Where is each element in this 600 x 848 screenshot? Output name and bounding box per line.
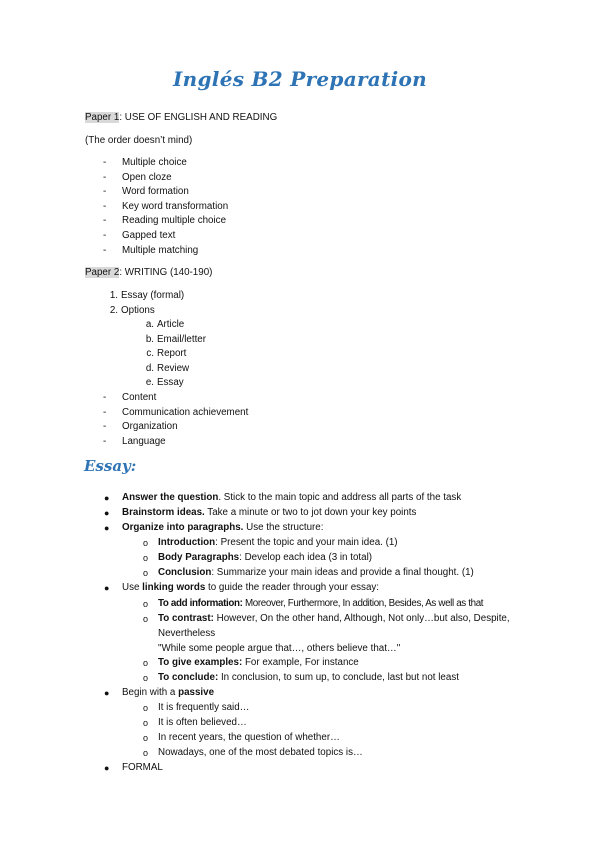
paper1-note: (The order doesn’t mind) (85, 135, 193, 146)
paper1-rest: : USE OF ENGLISH AND READING (119, 112, 278, 123)
passive-example-text: In recent years, the question of whether… (158, 732, 340, 743)
circle-marker: o (143, 733, 149, 743)
list-item-text: Word formation (122, 186, 189, 198)
list-item-text: Multiple matching (122, 244, 199, 256)
paper2-label: Paper 2 (85, 267, 120, 278)
letter-marker: d. (145, 362, 154, 374)
dash-marker: - (103, 435, 107, 447)
criteria-item-text: Communication achievement (122, 406, 249, 418)
bold-text: Brainstorm ideas. (122, 507, 205, 518)
criteria-item-text: Content (122, 392, 157, 403)
letter-marker: b. (145, 333, 154, 345)
document-page: Inglés B2 Preparation Paper 1: USE OF ENGLISH AND READING (The order doesn’t mind) - Multiple choice - Open cloze - Word formation - Key word transformation - Reading multiple choice - Gapped text - Multiple matching Paper 2: WRITING (140-190) 1. Essay (formal) 2. Options a. Article b. Email/letter c. Report d. Review e. Essay - Content - Communication achievement - Organization - Language Essay: ● Answer the question. Stick to the main topic and address all parts of the task ● Brainstorm ideas. Take a minute or two to jot down your key points ● Organize into paragraphs. Use the structure: o Introduction: Present the topic and your main idea. (1) o Body Paragraphs: Develop each idea (3 in total) o Conclusion: Summarize your main ideas and provide a final thought. (1) ● Use linking words to guide the reader through your essay: o To add information: Moreover, Furthermore, In addition, Besides, As well as that o To contrast: However, On the other hand, Although, Not only…but also, Despite, Nevertheless "While some people argue that…, others believe that…" o To give examples: For example, For instance o To conclude: In conclusion, to sum up, to conclude, last but not least ● Begin with a passive o It is frequently said… o It is often believed… o In recent years, the question of whether… o Nowadays, one of the most debated topics is… ● FORMAL (0, 0, 600, 848)
list-item-text: Gapped text (122, 230, 176, 241)
number-marker: 1. (109, 290, 118, 301)
bullet-marker: ● (104, 493, 110, 503)
bullet-marker: ● (104, 688, 110, 698)
essay-heading: Essay: (84, 457, 137, 475)
letter-marker: c. (146, 348, 154, 360)
option-item-text: Article (157, 319, 185, 330)
passive-example-text: It is often believed… (158, 717, 247, 728)
letter-marker: e. (145, 377, 154, 389)
paper1-label: Paper 1 (85, 112, 120, 123)
circle-marker: o (143, 748, 149, 758)
bullet-marker: ● (104, 583, 110, 593)
dash-marker: - (103, 215, 107, 227)
option-item-text: Report (157, 348, 187, 360)
criteria-item-text: Organization (122, 421, 178, 433)
dash-marker: - (103, 392, 107, 403)
dash-marker: - (103, 186, 107, 198)
dash-marker: - (103, 244, 107, 256)
dash-marker: - (103, 421, 107, 433)
criteria-item-text: Language (122, 435, 166, 447)
bold-text: Organize into paragraphs. (122, 522, 244, 533)
paper2-heading (85, 266, 212, 281)
list-item-text: Multiple choice (122, 157, 187, 168)
bold-text: Answer the question (122, 492, 219, 503)
option-item-text: Essay (157, 377, 184, 389)
option-item-text: Review (157, 362, 190, 374)
list-item-text: Open cloze (122, 171, 172, 183)
page-title: Inglés B2 Preparation (173, 67, 427, 91)
number-marker: 2. (109, 304, 118, 316)
paper2-rest: : WRITING (140-190) (119, 267, 213, 278)
linking-contrast-continued: Nevertheless (158, 628, 216, 639)
circle-marker: o (143, 718, 149, 728)
passive-example-text: Nowadays, one of the most debated topics is… (158, 747, 363, 758)
list-item-text: Key word transformation (122, 200, 229, 212)
paper1-heading (85, 111, 277, 126)
dash-marker: - (103, 230, 107, 241)
dash-marker: - (103, 200, 107, 212)
bullet-marker: ● (104, 508, 110, 518)
list-item-text: Reading multiple choice (122, 215, 227, 227)
dash-marker: - (103, 157, 107, 168)
option-item-text: Email/letter (157, 333, 206, 345)
numbered-item-text: Options (121, 304, 155, 316)
numbered-item-text: Essay (formal) (121, 290, 185, 301)
linking-contrast-quote: "While some people argue that…, others believe that…" (158, 643, 401, 654)
dash-marker: - (103, 406, 107, 418)
letter-marker: a. (145, 319, 154, 330)
passive-example-text: It is frequently said… (158, 702, 250, 713)
dash-marker: - (103, 171, 107, 183)
circle-marker: o (143, 703, 149, 713)
bullet-marker: ● (104, 523, 110, 533)
bullet-marker: ● (104, 763, 110, 773)
